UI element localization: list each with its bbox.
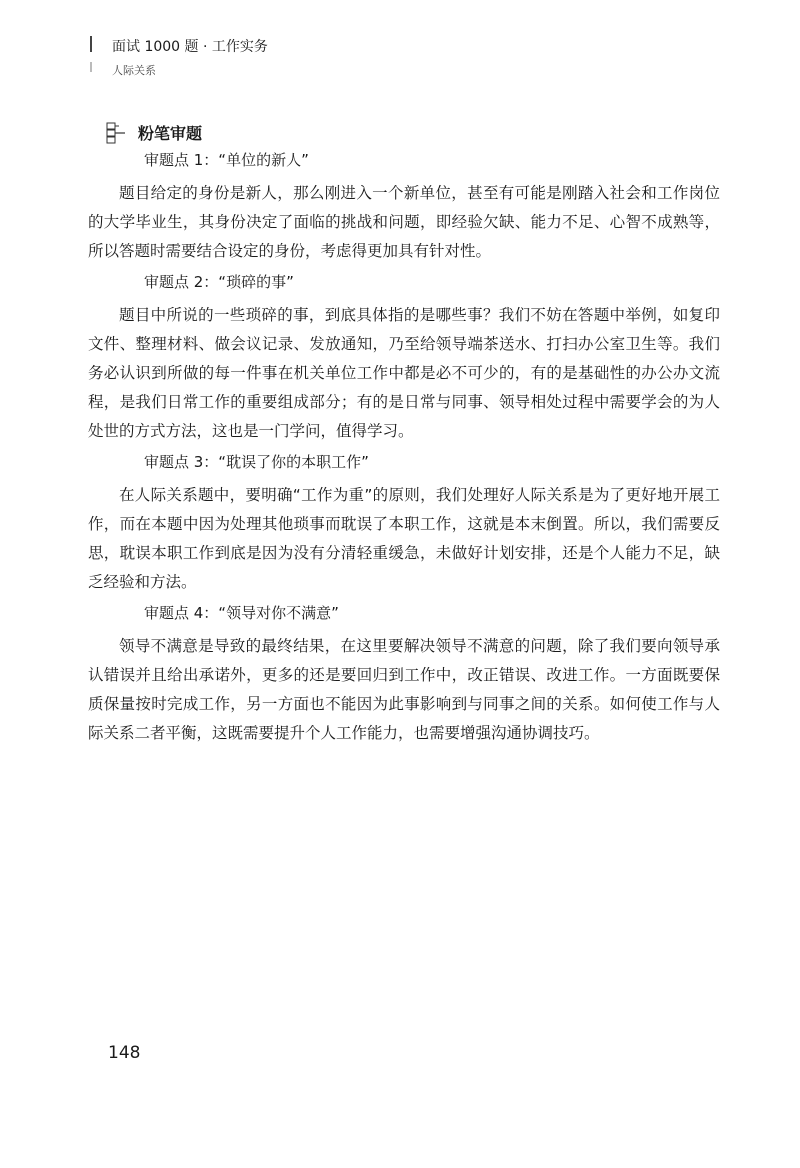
point-label: 审题点 1：“单位的新人” [144, 151, 309, 169]
section-heading [106, 121, 202, 144]
point-paragraph: 题目给定的身份是新人，那么刚进入一个新单位，甚至有可能是刚踏入社会和工作岗位的大学毕业生，其身份决定了面临的挑战和问题，即经验欠缺、能力不足、心智不成熟等，所以答题时需要结合设定的身份，考虑得更加具有针对性。 [88, 184, 720, 260]
header-rule [90, 36, 92, 52]
page-number: 148 [108, 1043, 141, 1063]
point-paragraph: 在人际关系题中，要明确“工作为重”的原则，我们处理好人际关系是为了更好地开展工作，而在本题中因为处理其他琐事而耽误了本职工作，这就是本末倒置。所以，我们需要反思，耽误本职工作到底是因为没有分清轻重缓急，未做好计划安排，还是个人能力不足，缺乏经验和方法。 [88, 486, 720, 591]
header-subtitle: 人际关系 [112, 64, 156, 77]
header-rule-secondary [90, 62, 92, 72]
point-paragraph: 题目中所说的一些琐碎的事，到底具体指的是哪些事？我们不妨在答题中举例，如复印文件、整理材料、做会议记录、发放通知，乃至给领导端茶送水、打扫办公室卫生等。我们务必认识到所做的每一件事在机关单位工作中都是必不可少的，有的是基础性的办公办文流程，是我们日常工作的重要组成部分；有的是日常与同事、领导相处过程中需要学会的为人处世的方式方法，这也是一门学问，值得学习。 [88, 306, 720, 440]
question-box-icon [106, 122, 126, 144]
point-paragraph: 领导不满意是导致的最终结果，在这里要解决领导不满意的问题，除了我们要向领导承认错误并且给出承诺外，更多的还是要回归到工作中，改正错误、改进工作。一方面既要保质保量按时完成工作，另一方面也不能因为此事影响到与同事之间的关系。如何使工作与人际关系二者平衡，这既需要提升个人工作能力，也需要增强沟通协调技巧。 [88, 637, 720, 742]
question-analysis [88, 147, 720, 751]
point-label: 审题点 3：“耽误了你的本职工作” [144, 453, 369, 471]
point-label: 审题点 2：“琐碎的事” [144, 273, 294, 291]
section-title: 粉笔审题 [138, 124, 203, 143]
header-title: 面试 1000 题 · 工作实务 [112, 39, 268, 55]
point-label: 审题点 4：“领导对你不满意” [144, 604, 339, 622]
